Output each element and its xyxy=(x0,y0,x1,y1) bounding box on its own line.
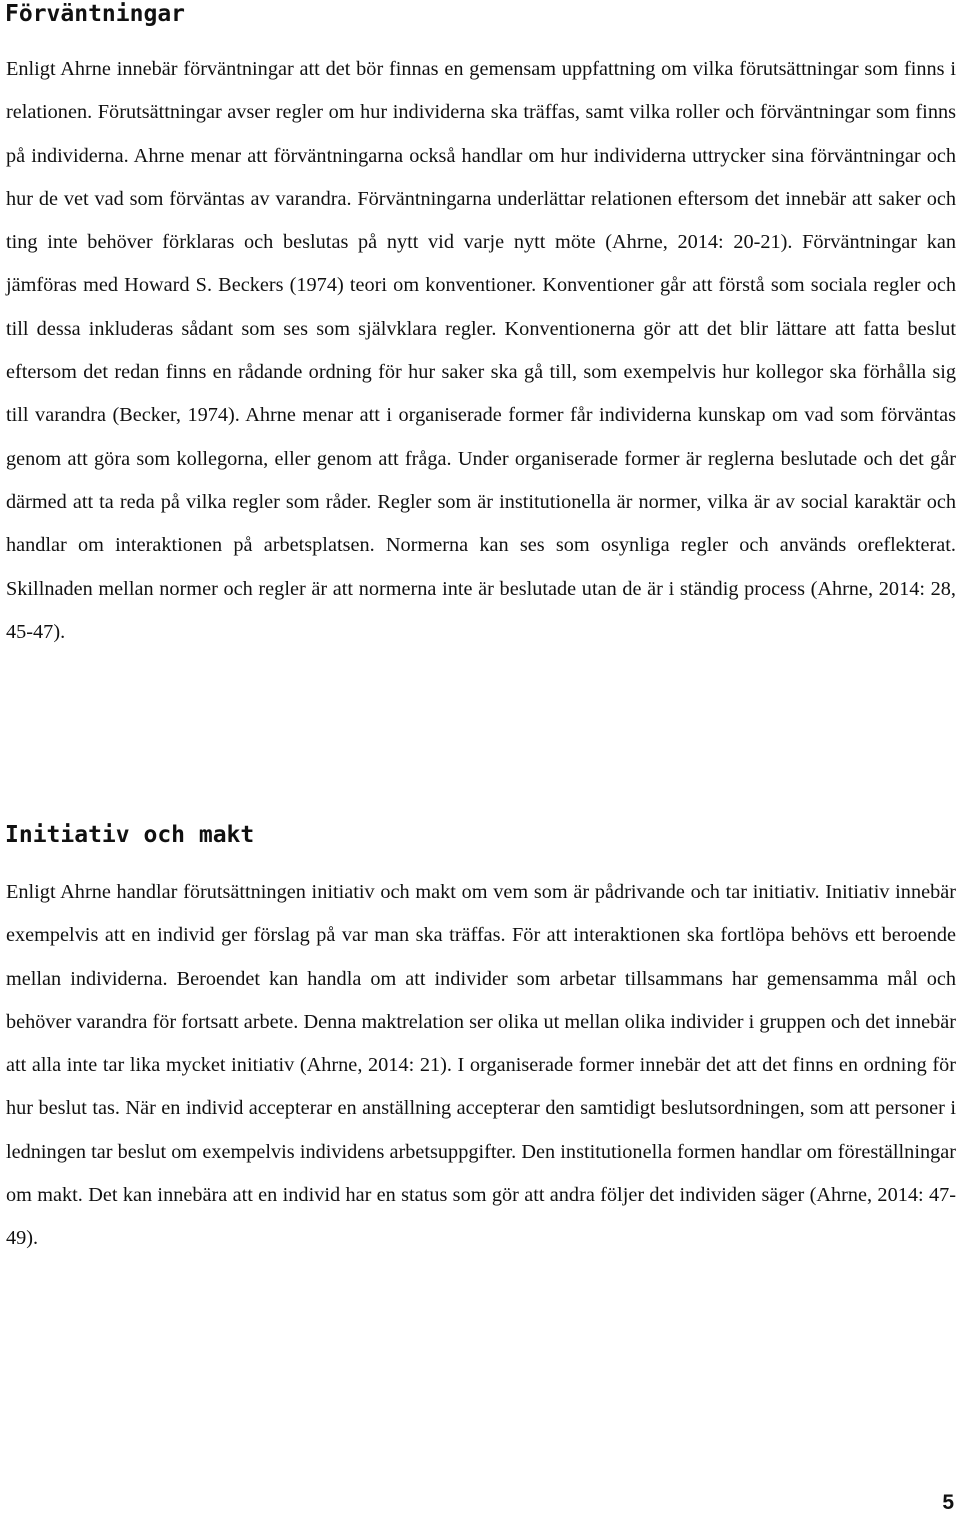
section-heading-initiativ-och-makt: Initiativ och makt xyxy=(5,822,255,848)
section-paragraph-forvantningar: Enligt Ahrne innebär förväntningar att det bör finnas en gemensam uppfattning om vilka förutsättningar som finns i relationen. Förutsättningar avser regler om hur individerna ska träffas, samt vilka roller och förväntningar som finns på individerna. Ahrne menar att förväntningarna också handlar om hur individerna uttrycker sina förväntningar och hur de vet vad som förväntas av varandra. Förväntningarna underlättar relationen eftersom det innebär att saker och ting inte behöver förklaras och beslutas på nytt vid varje nytt möte (Ahrne, 2014: 20-21). Förväntningar kan jämföras med Howard S. Beckers (1974) teori om konventioner. Konventioner går att förstå som sociala regler och till dessa inkluderas sådant som ses som självklara regler. Konventionerna gör att det blir lättare att fatta beslut eftersom det redan finns en rådande ordning för hur saker ska gå till, som exempelvis hur kollegor ska förhålla sig till varandra (Becker, 1974). Ahrne menar att i organiserade former får individerna kunskap om vad som förväntas genom att göra som kollegorna, eller genom att fråga. Under organiserade former är reglerna beslutade och det går därmed att ta reda på vilka regler som råder. Regler som är institutionella är normer, vilka är av social karaktär och handlar om interaktionen på arbetsplatsen. Normerna kan ses som osynliga regler och används oreflekterat. Skillnaden mellan normer och regler är att normerna inte är beslutade utan de är i ständig process (Ahrne, 2014: 28, 45-47). xyxy=(6,58,956,643)
section-paragraph-initiativ-och-makt: Enligt Ahrne handlar förutsättningen initiativ och makt om vem som är pådrivande och tar initiativ. Initiativ innebär exempelvis att en individ ger förslag på var man ska träffas. För att interaktionen ska fortlöpa behövs ett beroende mellan individerna. Beroendet kan handla om att individer som arbetar tillsammans har gemensamma mål och behöver varandra för fortsatt arbete. Denna maktrelation ser olika ut mellan olika individer i gruppen och det innebär att alla inte tar lika mycket initiativ (Ahrne, 2014: 21). I organiserade former innebär det att det finns en ordning för hur beslut tas. När en individ accepterar en anställning accepterar den samtidigt beslutsordningen, som att personer i ledningen tar beslut om exempelvis individens arbetsuppgifter. Den institutionella formen handlar om föreställningar om makt. Det kan innebära att en individ har en status som gör att andra följer det individen säger (Ahrne, 2014: 47-49). xyxy=(6,881,956,1250)
section-heading-forvantningar: Förväntningar xyxy=(5,1,186,27)
page-number: 5 xyxy=(942,1491,954,1514)
